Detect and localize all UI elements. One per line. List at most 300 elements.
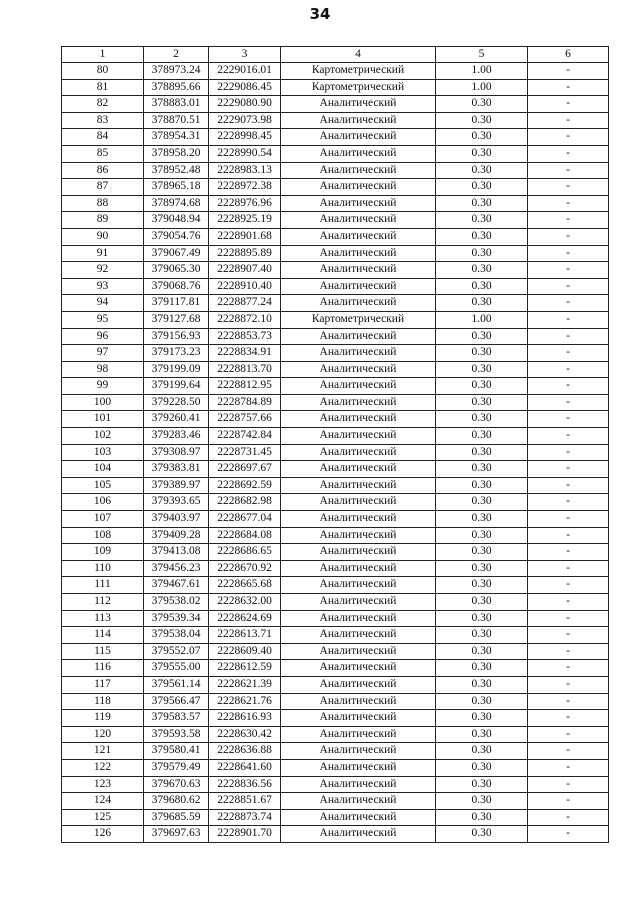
point-number-cell: 112 — [62, 594, 144, 611]
note-cell: - — [528, 378, 609, 395]
method-cell: Аналитический — [281, 195, 436, 212]
point-number-cell: 85 — [62, 145, 144, 162]
x-coordinate-cell: 378958.20 — [144, 145, 209, 162]
point-number-cell: 104 — [62, 461, 144, 478]
table-row — [62, 544, 609, 561]
table-row — [62, 378, 609, 395]
table-row — [62, 660, 609, 677]
note-cell: - — [528, 594, 609, 611]
point-number-cell: 115 — [62, 643, 144, 660]
note-cell: - — [528, 743, 609, 760]
y-coordinate-cell: 2228851.67 — [209, 793, 281, 810]
y-coordinate-cell: 2228731.45 — [209, 444, 281, 461]
column-header: 2 — [144, 47, 209, 63]
table-row — [62, 79, 609, 96]
y-coordinate-cell: 2228895.89 — [209, 245, 281, 262]
y-coordinate-cell: 2228910.40 — [209, 278, 281, 295]
method-cell: Аналитический — [281, 793, 436, 810]
method-cell: Аналитический — [281, 461, 436, 478]
accuracy-cell: 0.30 — [436, 494, 528, 511]
point-number-cell: 122 — [62, 759, 144, 776]
x-coordinate-cell: 379173.23 — [144, 345, 209, 362]
y-coordinate-cell: 2228742.84 — [209, 428, 281, 445]
note-cell: - — [528, 345, 609, 362]
point-number-cell: 99 — [62, 378, 144, 395]
point-number-cell: 100 — [62, 394, 144, 411]
note-cell: - — [528, 79, 609, 96]
accuracy-cell: 0.30 — [436, 560, 528, 577]
x-coordinate-cell: 379555.00 — [144, 660, 209, 677]
x-coordinate-cell: 379538.04 — [144, 627, 209, 644]
table-row — [62, 610, 609, 627]
method-cell: Аналитический — [281, 643, 436, 660]
y-coordinate-cell: 2228621.76 — [209, 693, 281, 710]
method-cell: Аналитический — [281, 494, 436, 511]
accuracy-cell: 0.30 — [436, 461, 528, 478]
table-row — [62, 179, 609, 196]
table-header-row — [62, 47, 609, 63]
accuracy-cell: 0.30 — [436, 162, 528, 179]
table-row — [62, 444, 609, 461]
y-coordinate-cell: 2228613.71 — [209, 627, 281, 644]
point-number-cell: 113 — [62, 610, 144, 627]
method-cell: Аналитический — [281, 428, 436, 445]
note-cell: - — [528, 179, 609, 196]
accuracy-cell: 0.30 — [436, 676, 528, 693]
x-coordinate-cell: 379685.59 — [144, 809, 209, 826]
point-number-cell: 80 — [62, 63, 144, 80]
point-number-cell: 103 — [62, 444, 144, 461]
y-coordinate-cell: 2228990.54 — [209, 145, 281, 162]
y-coordinate-cell: 2228632.00 — [209, 594, 281, 611]
y-coordinate-cell: 2228697.67 — [209, 461, 281, 478]
point-number-cell: 110 — [62, 560, 144, 577]
note-cell: - — [528, 726, 609, 743]
note-cell: - — [528, 610, 609, 627]
note-cell: - — [528, 428, 609, 445]
x-coordinate-cell: 379308.97 — [144, 444, 209, 461]
accuracy-cell: 0.30 — [436, 394, 528, 411]
method-cell: Аналитический — [281, 96, 436, 113]
column-header: 4 — [281, 47, 436, 63]
page-number: 34 — [309, 5, 331, 23]
accuracy-cell: 0.30 — [436, 511, 528, 528]
y-coordinate-cell: 2228670.92 — [209, 560, 281, 577]
accuracy-cell: 0.30 — [436, 627, 528, 644]
accuracy-cell: 0.30 — [436, 577, 528, 594]
point-number-cell: 102 — [62, 428, 144, 445]
x-coordinate-cell: 379067.49 — [144, 245, 209, 262]
method-cell: Аналитический — [281, 162, 436, 179]
y-coordinate-cell: 2228836.56 — [209, 776, 281, 793]
y-coordinate-cell: 2228834.91 — [209, 345, 281, 362]
y-coordinate-cell: 2228907.40 — [209, 262, 281, 279]
accuracy-cell: 0.30 — [436, 428, 528, 445]
method-cell: Аналитический — [281, 527, 436, 544]
table-row — [62, 145, 609, 162]
y-coordinate-cell: 2228925.19 — [209, 212, 281, 229]
point-number-cell: 93 — [62, 278, 144, 295]
note-cell: - — [528, 411, 609, 428]
accuracy-cell: 1.00 — [436, 311, 528, 328]
note-cell: - — [528, 676, 609, 693]
method-cell: Аналитический — [281, 228, 436, 245]
note-cell: - — [528, 793, 609, 810]
table-row — [62, 577, 609, 594]
x-coordinate-cell: 379228.50 — [144, 394, 209, 411]
coordinates-table — [61, 46, 609, 843]
table-row — [62, 527, 609, 544]
method-cell: Аналитический — [281, 676, 436, 693]
accuracy-cell: 0.30 — [436, 710, 528, 727]
x-coordinate-cell: 379156.93 — [144, 328, 209, 345]
point-number-cell: 81 — [62, 79, 144, 96]
point-number-cell: 125 — [62, 809, 144, 826]
note-cell: - — [528, 145, 609, 162]
method-cell: Аналитический — [281, 710, 436, 727]
y-coordinate-cell: 2229086.45 — [209, 79, 281, 96]
method-cell: Аналитический — [281, 627, 436, 644]
method-cell: Аналитический — [281, 378, 436, 395]
accuracy-cell: 1.00 — [436, 79, 528, 96]
method-cell: Аналитический — [281, 262, 436, 279]
table-row — [62, 278, 609, 295]
x-coordinate-cell: 378965.18 — [144, 179, 209, 196]
accuracy-cell: 0.30 — [436, 212, 528, 229]
y-coordinate-cell: 2228630.42 — [209, 726, 281, 743]
y-coordinate-cell: 2228901.70 — [209, 826, 281, 843]
x-coordinate-cell: 379580.41 — [144, 743, 209, 760]
y-coordinate-cell: 2228684.08 — [209, 527, 281, 544]
column-header: 5 — [436, 47, 528, 63]
note-cell: - — [528, 311, 609, 328]
table-row — [62, 594, 609, 611]
note-cell: - — [528, 394, 609, 411]
table-row — [62, 793, 609, 810]
y-coordinate-cell: 2228976.96 — [209, 195, 281, 212]
method-cell: Аналитический — [281, 577, 436, 594]
point-number-cell: 87 — [62, 179, 144, 196]
method-cell: Аналитический — [281, 776, 436, 793]
x-coordinate-cell: 378883.01 — [144, 96, 209, 113]
table-row — [62, 311, 609, 328]
x-coordinate-cell: 378895.66 — [144, 79, 209, 96]
x-coordinate-cell: 379552.07 — [144, 643, 209, 660]
accuracy-cell: 0.30 — [436, 776, 528, 793]
y-coordinate-cell: 2229080.90 — [209, 96, 281, 113]
accuracy-cell: 0.30 — [436, 809, 528, 826]
method-cell: Аналитический — [281, 826, 436, 843]
column-header: 6 — [528, 47, 609, 63]
accuracy-cell: 0.30 — [436, 660, 528, 677]
accuracy-cell: 0.30 — [436, 129, 528, 146]
method-cell: Аналитический — [281, 560, 436, 577]
y-coordinate-cell: 2228641.60 — [209, 759, 281, 776]
point-number-cell: 98 — [62, 361, 144, 378]
table-body — [62, 63, 609, 843]
method-cell: Аналитический — [281, 278, 436, 295]
note-cell: - — [528, 660, 609, 677]
point-number-cell: 92 — [62, 262, 144, 279]
x-coordinate-cell: 378952.48 — [144, 162, 209, 179]
table-row — [62, 245, 609, 262]
note-cell: - — [528, 527, 609, 544]
table-row — [62, 494, 609, 511]
method-cell: Аналитический — [281, 477, 436, 494]
table-row — [62, 394, 609, 411]
method-cell: Аналитический — [281, 361, 436, 378]
method-cell: Аналитический — [281, 394, 436, 411]
table-row — [62, 295, 609, 312]
note-cell: - — [528, 643, 609, 660]
accuracy-cell: 0.30 — [436, 411, 528, 428]
column-header: 3 — [209, 47, 281, 63]
table-row — [62, 726, 609, 743]
table-row — [62, 676, 609, 693]
point-number-cell: 119 — [62, 710, 144, 727]
method-cell: Аналитический — [281, 743, 436, 760]
method-cell: Картометрический — [281, 79, 436, 96]
method-cell: Картометрический — [281, 63, 436, 80]
y-coordinate-cell: 2228757.66 — [209, 411, 281, 428]
x-coordinate-cell: 378870.51 — [144, 112, 209, 129]
accuracy-cell: 0.30 — [436, 610, 528, 627]
method-cell: Аналитический — [281, 145, 436, 162]
y-coordinate-cell: 2228692.59 — [209, 477, 281, 494]
accuracy-cell: 0.30 — [436, 195, 528, 212]
note-cell: - — [528, 262, 609, 279]
table-row — [62, 710, 609, 727]
column-header: 1 — [62, 47, 144, 63]
y-coordinate-cell: 2228609.40 — [209, 643, 281, 660]
y-coordinate-cell: 2228972.38 — [209, 179, 281, 196]
point-number-cell: 91 — [62, 245, 144, 262]
accuracy-cell: 0.30 — [436, 743, 528, 760]
note-cell: - — [528, 129, 609, 146]
x-coordinate-cell: 379680.62 — [144, 793, 209, 810]
accuracy-cell: 0.30 — [436, 145, 528, 162]
accuracy-cell: 0.30 — [436, 793, 528, 810]
x-coordinate-cell: 378954.31 — [144, 129, 209, 146]
x-coordinate-cell: 379260.41 — [144, 411, 209, 428]
y-coordinate-cell: 2228784.89 — [209, 394, 281, 411]
table-row — [62, 328, 609, 345]
x-coordinate-cell: 379593.58 — [144, 726, 209, 743]
y-coordinate-cell: 2228901.68 — [209, 228, 281, 245]
note-cell: - — [528, 461, 609, 478]
note-cell: - — [528, 477, 609, 494]
note-cell: - — [528, 494, 609, 511]
point-number-cell: 118 — [62, 693, 144, 710]
method-cell: Аналитический — [281, 660, 436, 677]
note-cell: - — [528, 809, 609, 826]
method-cell: Аналитический — [281, 544, 436, 561]
point-number-cell: 89 — [62, 212, 144, 229]
point-number-cell: 82 — [62, 96, 144, 113]
point-number-cell: 111 — [62, 577, 144, 594]
point-number-cell: 106 — [62, 494, 144, 511]
y-coordinate-cell: 2228686.65 — [209, 544, 281, 561]
x-coordinate-cell: 379583.57 — [144, 710, 209, 727]
accuracy-cell: 0.30 — [436, 112, 528, 129]
table-row — [62, 643, 609, 660]
accuracy-cell: 0.30 — [436, 544, 528, 561]
point-number-cell: 120 — [62, 726, 144, 743]
point-number-cell: 96 — [62, 328, 144, 345]
accuracy-cell: 0.30 — [436, 328, 528, 345]
method-cell: Аналитический — [281, 212, 436, 229]
y-coordinate-cell: 2228998.45 — [209, 129, 281, 146]
x-coordinate-cell: 379065.30 — [144, 262, 209, 279]
accuracy-cell: 0.30 — [436, 179, 528, 196]
accuracy-cell: 0.30 — [436, 228, 528, 245]
table-row — [62, 411, 609, 428]
x-coordinate-cell: 379538.02 — [144, 594, 209, 611]
point-number-cell: 94 — [62, 295, 144, 312]
point-number-cell: 88 — [62, 195, 144, 212]
method-cell: Аналитический — [281, 726, 436, 743]
table-row — [62, 195, 609, 212]
table-row — [62, 743, 609, 760]
point-number-cell: 107 — [62, 511, 144, 528]
x-coordinate-cell: 379054.76 — [144, 228, 209, 245]
method-cell: Аналитический — [281, 245, 436, 262]
accuracy-cell: 0.30 — [436, 477, 528, 494]
point-number-cell: 84 — [62, 129, 144, 146]
method-cell: Аналитический — [281, 112, 436, 129]
method-cell: Аналитический — [281, 295, 436, 312]
table-row — [62, 461, 609, 478]
note-cell: - — [528, 577, 609, 594]
note-cell: - — [528, 776, 609, 793]
table-row — [62, 162, 609, 179]
note-cell: - — [528, 212, 609, 229]
y-coordinate-cell: 2228621.39 — [209, 676, 281, 693]
point-number-cell: 90 — [62, 228, 144, 245]
method-cell: Аналитический — [281, 179, 436, 196]
method-cell: Аналитический — [281, 610, 436, 627]
accuracy-cell: 0.30 — [436, 295, 528, 312]
accuracy-cell: 0.30 — [436, 726, 528, 743]
table-row — [62, 129, 609, 146]
method-cell: Аналитический — [281, 411, 436, 428]
point-number-cell: 86 — [62, 162, 144, 179]
method-cell: Аналитический — [281, 129, 436, 146]
y-coordinate-cell: 2228853.73 — [209, 328, 281, 345]
x-coordinate-cell: 379117.81 — [144, 295, 209, 312]
x-coordinate-cell: 379403.97 — [144, 511, 209, 528]
method-cell: Картометрический — [281, 311, 436, 328]
point-number-cell: 121 — [62, 743, 144, 760]
note-cell: - — [528, 278, 609, 295]
point-number-cell: 101 — [62, 411, 144, 428]
point-number-cell: 116 — [62, 660, 144, 677]
accuracy-cell: 0.30 — [436, 96, 528, 113]
y-coordinate-cell: 2228682.98 — [209, 494, 281, 511]
y-coordinate-cell: 2229016.01 — [209, 63, 281, 80]
table-row — [62, 759, 609, 776]
point-number-cell: 126 — [62, 826, 144, 843]
x-coordinate-cell: 379670.63 — [144, 776, 209, 793]
table-row — [62, 776, 609, 793]
method-cell: Аналитический — [281, 328, 436, 345]
accuracy-cell: 0.30 — [436, 759, 528, 776]
accuracy-cell: 0.30 — [436, 693, 528, 710]
method-cell: Аналитический — [281, 759, 436, 776]
y-coordinate-cell: 2228873.74 — [209, 809, 281, 826]
accuracy-cell: 0.30 — [436, 361, 528, 378]
note-cell: - — [528, 826, 609, 843]
method-cell: Аналитический — [281, 511, 436, 528]
accuracy-cell: 0.30 — [436, 262, 528, 279]
table-row — [62, 511, 609, 528]
x-coordinate-cell: 379389.97 — [144, 477, 209, 494]
table-row — [62, 345, 609, 362]
y-coordinate-cell: 2228624.69 — [209, 610, 281, 627]
note-cell: - — [528, 112, 609, 129]
x-coordinate-cell: 378974.68 — [144, 195, 209, 212]
note-cell: - — [528, 228, 609, 245]
note-cell: - — [528, 710, 609, 727]
x-coordinate-cell: 379199.64 — [144, 378, 209, 395]
table-row — [62, 228, 609, 245]
accuracy-cell: 0.30 — [436, 643, 528, 660]
note-cell: - — [528, 195, 609, 212]
accuracy-cell: 0.30 — [436, 826, 528, 843]
x-coordinate-cell: 379561.14 — [144, 676, 209, 693]
point-number-cell: 117 — [62, 676, 144, 693]
table-row — [62, 428, 609, 445]
table-row — [62, 627, 609, 644]
accuracy-cell: 0.30 — [436, 245, 528, 262]
note-cell: - — [528, 444, 609, 461]
x-coordinate-cell: 379409.28 — [144, 527, 209, 544]
note-cell: - — [528, 560, 609, 577]
y-coordinate-cell: 2228665.68 — [209, 577, 281, 594]
y-coordinate-cell: 2228636.88 — [209, 743, 281, 760]
y-coordinate-cell: 2228813.70 — [209, 361, 281, 378]
note-cell: - — [528, 511, 609, 528]
point-number-cell: 108 — [62, 527, 144, 544]
method-cell: Аналитический — [281, 693, 436, 710]
x-coordinate-cell: 379383.81 — [144, 461, 209, 478]
table-row — [62, 96, 609, 113]
accuracy-cell: 0.30 — [436, 378, 528, 395]
x-coordinate-cell: 379697.63 — [144, 826, 209, 843]
note-cell: - — [528, 162, 609, 179]
y-coordinate-cell: 2228612.59 — [209, 660, 281, 677]
note-cell: - — [528, 693, 609, 710]
accuracy-cell: 0.30 — [436, 594, 528, 611]
accuracy-cell: 0.30 — [436, 527, 528, 544]
y-coordinate-cell: 2228812.95 — [209, 378, 281, 395]
x-coordinate-cell: 379566.47 — [144, 693, 209, 710]
method-cell: Аналитический — [281, 594, 436, 611]
point-number-cell: 123 — [62, 776, 144, 793]
accuracy-cell: 0.30 — [436, 444, 528, 461]
x-coordinate-cell: 379068.76 — [144, 278, 209, 295]
table-row — [62, 361, 609, 378]
x-coordinate-cell: 379539.34 — [144, 610, 209, 627]
accuracy-cell: 0.30 — [436, 278, 528, 295]
table-row — [62, 477, 609, 494]
note-cell: - — [528, 627, 609, 644]
table-row — [62, 560, 609, 577]
x-coordinate-cell: 379199.09 — [144, 361, 209, 378]
x-coordinate-cell: 379127.68 — [144, 311, 209, 328]
accuracy-cell: 1.00 — [436, 63, 528, 80]
note-cell: - — [528, 361, 609, 378]
